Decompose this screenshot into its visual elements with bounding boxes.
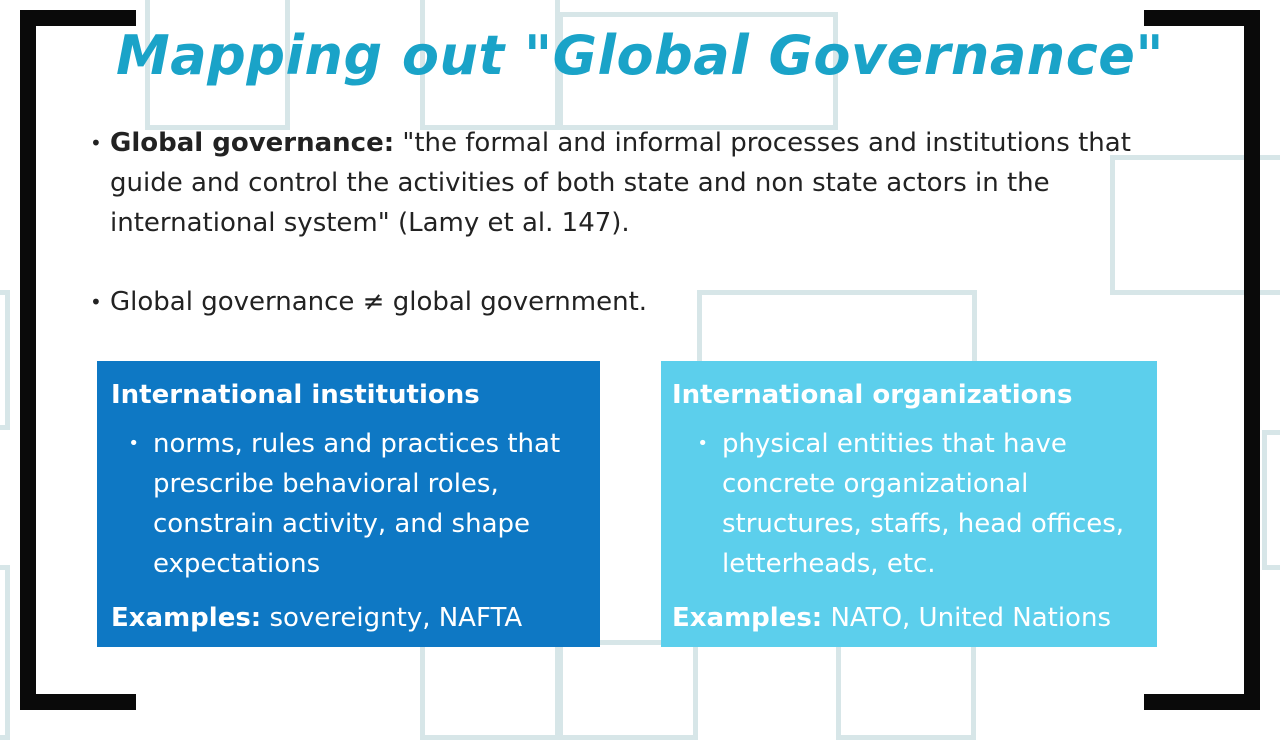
decorative-grid-line bbox=[0, 565, 10, 740]
bullet-dot: • bbox=[697, 433, 708, 454]
examples-label: Examples: bbox=[111, 603, 262, 633]
box-list-item bbox=[672, 424, 1145, 584]
bullet-body: Global governance ≠ global government. bbox=[110, 287, 648, 317]
decorative-grid-line bbox=[558, 640, 698, 740]
decorative-grid-line bbox=[0, 290, 10, 430]
decorative-grid-line bbox=[1262, 430, 1280, 570]
box-international-organizations bbox=[661, 361, 1157, 647]
box-heading: International organizations bbox=[672, 380, 1073, 410]
box-examples bbox=[111, 598, 522, 638]
decorative-grid-line bbox=[836, 640, 976, 740]
box-heading: International institutions bbox=[111, 380, 480, 410]
bullet-text bbox=[110, 123, 1190, 243]
examples-text: sovereignty, NAFTA bbox=[261, 603, 523, 633]
examples-text: NATO, United Nations bbox=[822, 603, 1111, 633]
frame-bracket-right bbox=[1244, 10, 1260, 710]
bullet-distinction bbox=[90, 282, 1190, 322]
frame-bracket-left bbox=[20, 10, 36, 710]
box-examples bbox=[672, 598, 1111, 638]
box-list-item bbox=[111, 424, 588, 584]
box-international-institutions bbox=[97, 361, 600, 647]
bullet-term: Global governance: bbox=[110, 128, 395, 158]
box-item-text: norms, rules and practices that prescribe behavioral roles, constrain activity, and shape expectations bbox=[153, 429, 561, 579]
box-item-text: physical entities that have concrete organizational structures, staffs, head offices, letterheads, etc. bbox=[722, 429, 1125, 579]
frame-bracket-bottom-left bbox=[20, 694, 136, 710]
bullet-definition bbox=[90, 123, 1190, 243]
frame-bracket-bottom-right bbox=[1144, 694, 1260, 710]
bullet-dot: • bbox=[90, 131, 102, 155]
slide-title: Mapping out "Global Governance" bbox=[116, 24, 1164, 87]
bullet-body: "the formal and informal processes and institutions that guide and control the activities of both state and non state actors in the international system" (Lamy et al. 147). bbox=[110, 128, 1131, 238]
examples-label: Examples: bbox=[672, 603, 823, 633]
bullet-dot: • bbox=[90, 290, 102, 314]
bullet-dot: • bbox=[128, 433, 139, 454]
decorative-grid-line bbox=[420, 640, 560, 740]
